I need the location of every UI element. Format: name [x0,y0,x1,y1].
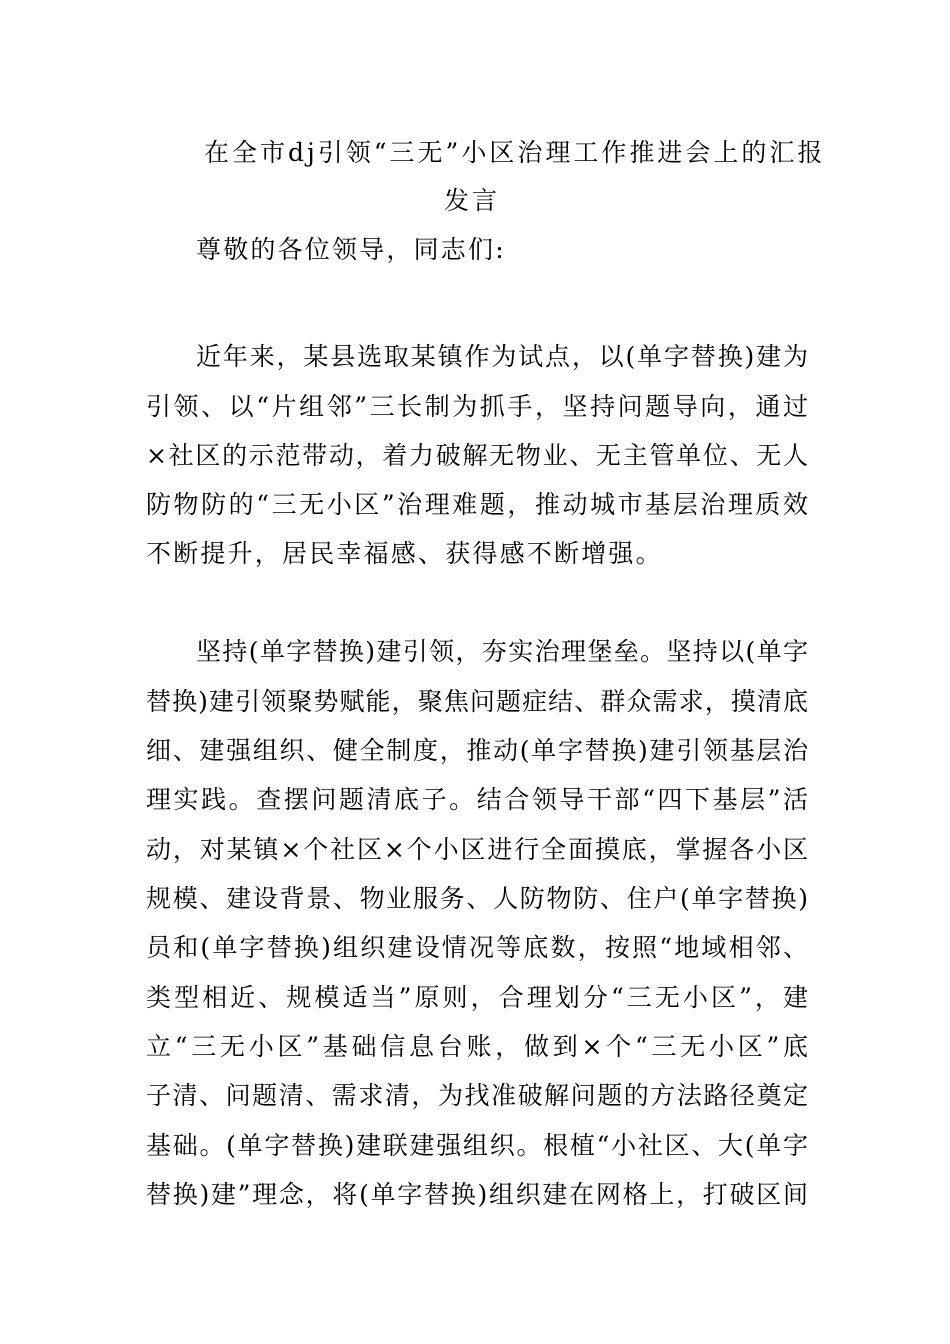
greeting: 尊敬的各位领导，同志们: [196,235,506,264]
paragraph-2-line: 员和(单字替换)组织建设情况等底数，按照“地域相邻、 [146,933,808,962]
paragraph-1-line: 引领、以“片组邻”三长制为抓手，坚持问题导向，通过 [146,392,808,421]
paragraph-2-line: 细、建强组织、健全制度，推动(单字替换)建引领基层治 [146,736,808,765]
document-title-line-2: 发言 [444,186,501,215]
paragraph-1-line: 近年来，某县选取某镇作为试点，以(单字替换)建为 [196,342,808,371]
paragraph-2-line: 子清、问题清、需求清，为找准破解问题的方法路径奠定 [146,1081,808,1110]
paragraph-2-line: 动，对某镇×个社区×个小区进行全面摸底，掌握各小区 [146,835,808,864]
paragraph-2-line: 规模、建设背景、物业服务、人防物防、住户(单字替换) [146,884,808,913]
paragraph-2-line: 基础。(单字替换)建联建强组织。根植“小社区、大(单字 [146,1131,808,1160]
paragraph-1-line: 防物防的“三无小区”治理难题，推动城市基层治理质效 [146,490,808,519]
paragraph-2-line: 替换)建”理念，将(单字替换)组织建在网格上，打破区间 [146,1180,808,1209]
paragraph-2-line: 理实践。查摆问题清底子。结合领导干部“四下基层”活 [146,785,808,814]
document-title-line-1: 在全市dj引领“三无”小区治理工作推进会上的汇报 [204,138,826,167]
paragraph-2-line: 类型相近、规模适当”原则，合理划分“三无小区”，建 [146,983,808,1012]
paragraph-1-line: ×社区的示范带动，着力破解无物业、无主管单位、无人 [146,441,808,470]
paragraph-2-line: 坚持(单字替换)建引领，夯实治理堡垒。坚持以(单字 [196,637,808,666]
paragraph-2-line: 立“三无小区”基础信息台账，做到×个“三无小区”底 [146,1032,808,1061]
paragraph-2-line: 替换)建引领聚势赋能，聚焦问题症结、群众需求，摸清底 [146,687,808,716]
paragraph-1-line: 不断提升，居民幸福感、获得感不断增强。 [146,539,663,568]
